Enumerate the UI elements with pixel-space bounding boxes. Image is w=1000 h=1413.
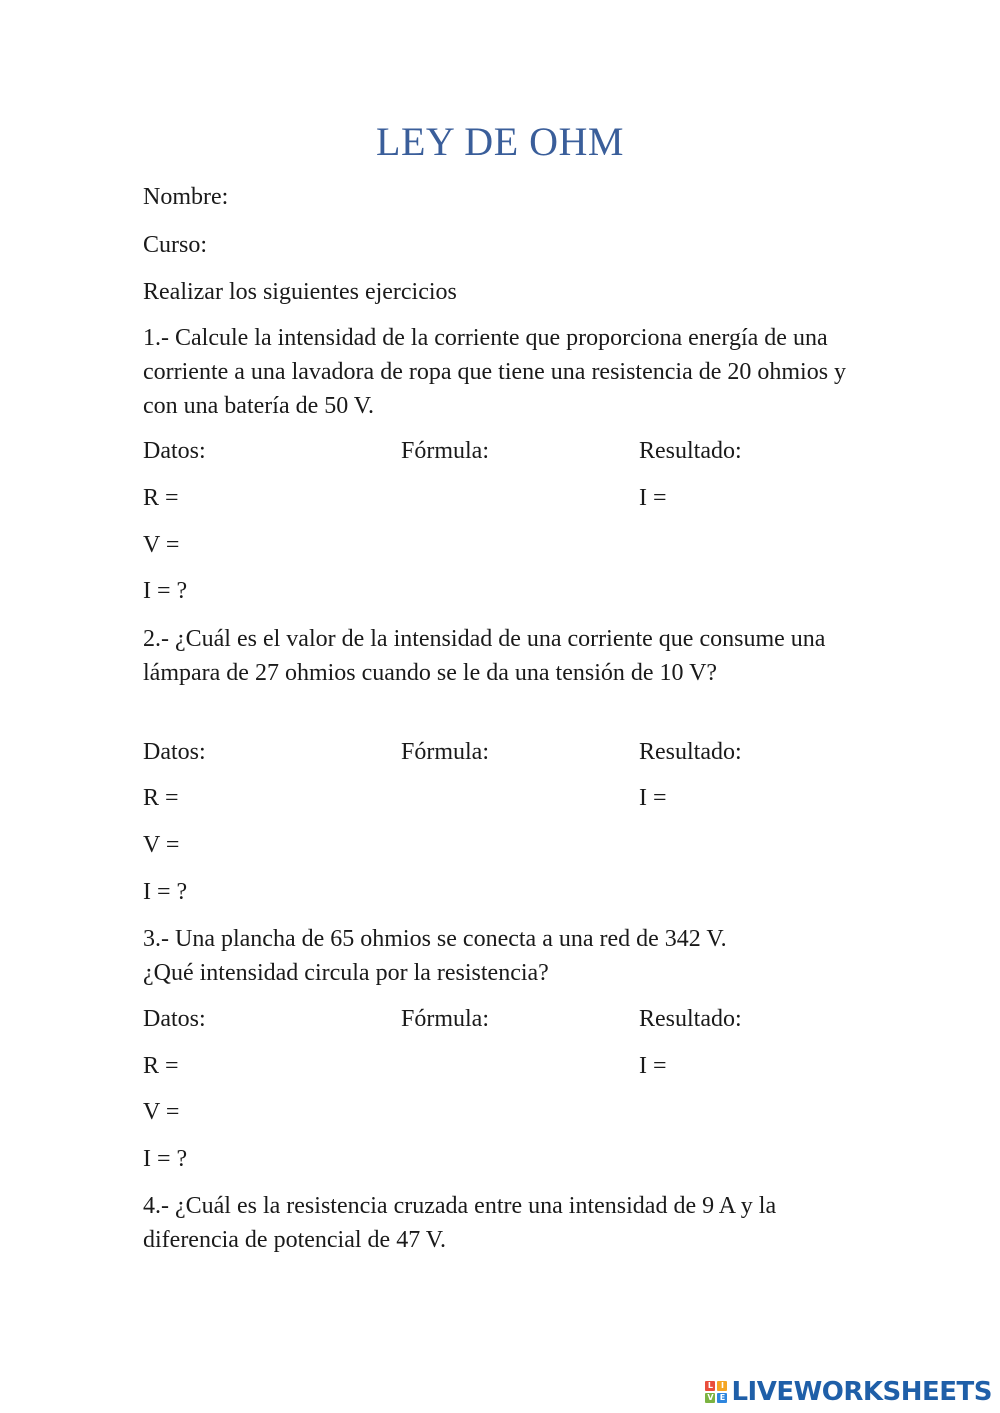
logo-letter-v: V	[707, 1393, 714, 1402]
exercise-2-i: I = ?	[143, 879, 188, 905]
exercise-1-formula: Fórmula:	[401, 438, 489, 464]
exercise-1-i-result: I =	[639, 485, 667, 511]
exercise-2-formula: Fórmula:	[401, 739, 489, 765]
exercise-2-datos: Datos:	[143, 739, 206, 765]
instruction-text: Realizar los siguientes ejercicios	[143, 279, 457, 305]
exercise-1-datos: Datos:	[143, 438, 206, 464]
exercise-3-v: V =	[143, 1099, 180, 1125]
exercise-1-text: 1.- Calcule la intensidad de la corriente que proporciona energía de una corriente a una lavadora de ropa que tiene una resistencia de 20 ohmios y con una batería de 50 V.	[143, 325, 847, 419]
logo-mark-icon	[705, 1381, 727, 1403]
exercise-4-text: 4.- ¿Cuál es la resistencia cruzada entre una intensidad de 9 A y la diferencia de potencial de 47 V.	[143, 1193, 777, 1253]
exercise-3-i-result: I =	[639, 1053, 667, 1079]
exercise-2-resultado: Resultado:	[639, 739, 742, 765]
logo-letter-l: L	[705, 1381, 715, 1391]
exercise-2-i-result: I =	[639, 785, 667, 811]
logo-letter-i: I	[717, 1381, 727, 1391]
liveworksheets-logo	[705, 1377, 992, 1407]
nombre-label: Nombre:	[143, 184, 229, 210]
exercise-2-r: R =	[143, 785, 179, 811]
exercise-3-text-line1: 3.- Una plancha de 65 ohmios se conecta a una red de 342 V.	[143, 926, 727, 952]
exercise-2-text: 2.- ¿Cuál es el valor de la intensidad de una corriente que consume una lámpara de 27 ohmios cuando se le da una tensión de 10 V?	[143, 626, 826, 686]
exercise-3-formula: Fórmula:	[401, 1006, 489, 1032]
curso-label: Curso:	[143, 232, 208, 258]
exercise-3-i: I = ?	[143, 1146, 188, 1172]
exercise-3-datos: Datos:	[143, 1006, 206, 1032]
exercise-2-v: V =	[143, 832, 180, 858]
exercise-3-resultado: Resultado:	[639, 1006, 742, 1032]
exercise-1-r: R =	[143, 485, 179, 511]
logo-letter-e: E	[717, 1393, 727, 1403]
page-title: LEY DE OHM	[376, 119, 624, 164]
exercise-1-v: V =	[143, 532, 180, 558]
exercise-1-resultado: Resultado:	[639, 438, 742, 464]
logo-text: LIVEWORKSHEETS	[731, 1377, 992, 1407]
exercise-3-r: R =	[143, 1053, 179, 1079]
exercise-3-text-line2: ¿Qué intensidad circula por la resistencia?	[143, 960, 549, 986]
exercise-1-i: I = ?	[143, 578, 188, 604]
